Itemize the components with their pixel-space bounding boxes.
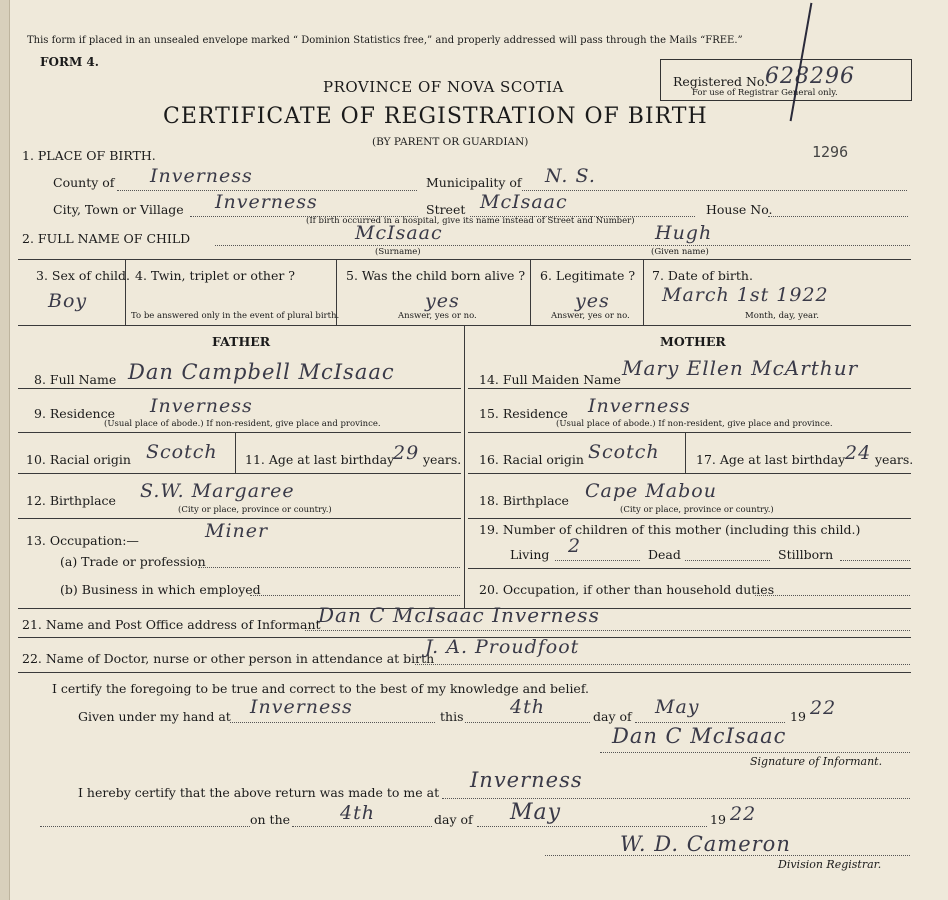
province-heading: PROVINCE OF NOVA SCOTIA — [323, 78, 564, 96]
registrar-month: May — [510, 800, 562, 825]
city-value: Inverness — [215, 191, 318, 213]
municipality-value: N. S. — [545, 165, 596, 187]
birth-date-label: 7. Date of birth. — [652, 268, 753, 283]
occupation-label: 13. Occupation:— — [26, 533, 139, 548]
father-name: Dan Campbell McIsaac — [128, 360, 395, 384]
registered-label: Registered No. — [673, 74, 769, 89]
father-racial-origin: Scotch — [146, 441, 218, 463]
house-number-label: House No. — [706, 202, 773, 217]
registrar-year-prefix: 19 — [710, 812, 726, 827]
business-label: (b) Business in which employed — [60, 582, 261, 597]
mother-heading: MOTHER — [660, 334, 726, 349]
mother-birthplace-note: (City or place, province or country.) — [620, 505, 774, 515]
father-birthplace: S.W. Margaree — [140, 480, 295, 502]
mother-age-label: 17. Age at last birthday — [696, 452, 846, 467]
form-number: FORM 4. — [40, 55, 99, 69]
given-under-label: Given under my hand at — [78, 709, 231, 724]
mother-residence: Inverness — [588, 395, 691, 417]
father-heading: FATHER — [212, 334, 271, 349]
father-name-label: 8. Full Name — [34, 372, 117, 387]
registrar-place: Inverness — [470, 768, 583, 792]
given-name-note: (Given name) — [651, 247, 709, 257]
certificate-subtitle: (BY PARENT OR GUARDIAN) — [372, 136, 529, 148]
father-residence: Inverness — [150, 395, 253, 417]
registrar-statement: I hereby certify that the above return was made to me at — [78, 785, 440, 800]
doctor-value: J. A. Proudfoot — [425, 636, 580, 658]
year-prefix: 19 — [790, 709, 806, 724]
birth-date-value: March 1st 1922 — [662, 284, 829, 306]
father-birthplace-note: (City or place, province or country.) — [178, 505, 332, 515]
informant-value: Dan C McIsaac Inverness — [318, 603, 600, 627]
registrar-signature: W. D. Cameron — [620, 832, 791, 856]
given-day: 4th — [510, 696, 545, 718]
born-alive-note: Answer, yes or no. — [398, 311, 477, 321]
county-label: County of — [53, 175, 115, 190]
mother-maiden-name: Mary Ellen McArthur — [622, 356, 859, 380]
municipality-label: Municipality of — [426, 175, 522, 190]
page-edge — [0, 0, 10, 900]
certify-statement: I certify the foregoing to be true and correct to the best of my knowledge and belief. — [52, 681, 589, 696]
twin-label: 4. Twin, triplet or other ? — [135, 268, 295, 283]
registrar-day: 4th — [340, 802, 375, 824]
city-label: City, Town or Village — [53, 202, 184, 217]
birth-date-note: Month, day, year. — [745, 311, 819, 321]
registrar-year: 22 — [730, 803, 757, 825]
stillborn-label: Stillborn — [778, 547, 834, 562]
stamped-number: 1296 — [812, 143, 849, 161]
street-label: Street — [426, 202, 466, 217]
legitimate-value: yes — [575, 290, 610, 312]
informant-signature: Dan C McIsaac — [612, 724, 787, 748]
column-divider — [464, 325, 465, 608]
registrar-day-of-label: day of — [434, 812, 473, 827]
street-value: McIsaac — [480, 191, 568, 213]
on-the-label: on the — [250, 812, 291, 827]
trade-label: (a) Trade or profession — [60, 554, 206, 569]
father-age-label: 11. Age at last birthday — [245, 452, 395, 467]
rule — [18, 259, 911, 260]
mother-years-label: years. — [875, 452, 914, 467]
given-place: Inverness — [250, 696, 353, 718]
born-alive-label: 5. Was the child born alive ? — [346, 268, 526, 283]
child-surname: McIsaac — [355, 222, 443, 244]
doctor-label: 22. Name of Doctor, nurse or other person in attendance at birth — [22, 651, 435, 666]
child-name-label: 2. FULL NAME OF CHILD — [22, 231, 191, 246]
legitimate-label: 6. Legitimate ? — [540, 268, 636, 283]
mother-birthplace: Cape Mabou — [585, 480, 717, 502]
father-age: 29 — [393, 442, 420, 464]
sex-value: Boy — [48, 290, 88, 312]
registered-number: 628296 — [765, 64, 855, 89]
dead-label: Dead — [648, 547, 681, 562]
child-given-name: Hugh — [655, 222, 713, 244]
mother-age: 24 — [845, 442, 872, 464]
father-residence-label: 9. Residence — [34, 406, 115, 421]
registrar-signature-label: Division Registrar. — [778, 858, 882, 871]
mother-birthplace-label: 18. Birthplace — [479, 493, 569, 508]
father-birthplace-label: 12. Birthplace — [26, 493, 116, 508]
county-value: Inverness — [150, 165, 253, 187]
sex-label: 3. Sex of child. — [36, 268, 131, 283]
day-of-label: day of — [593, 709, 632, 724]
place-of-birth-label: 1. PLACE OF BIRTH. — [22, 148, 156, 163]
living-label: Living — [510, 547, 550, 562]
informant-label: 21. Name and Post Office address of Informant — [22, 617, 321, 632]
father-years-label: years. — [423, 452, 462, 467]
mother-residence-label: 15. Residence — [479, 406, 568, 421]
mother-name-label: 14. Full Maiden Name — [479, 372, 621, 387]
father-racial-label: 10. Racial origin — [26, 452, 131, 467]
children-count-label: 19. Number of children of this mother (including this child.) — [479, 522, 861, 537]
living-count: 2 — [568, 535, 582, 557]
this-label: this — [440, 709, 464, 724]
legitimate-note: Answer, yes or no. — [551, 311, 630, 321]
father-occupation: Miner — [205, 520, 269, 542]
twin-note: To be answered only in the event of plural birth. — [131, 311, 340, 321]
informant-signature-label: Signature of Informant. — [750, 755, 883, 768]
given-month: May — [655, 696, 700, 718]
mother-residence-note: (Usual place of abode.) If non-resident, give place and province. — [556, 419, 833, 429]
surname-note: (Surname) — [375, 247, 421, 257]
mother-racial-label: 16. Racial origin — [479, 452, 584, 467]
certificate-title: CERTIFICATE OF REGISTRATION OF BIRTH — [163, 104, 708, 129]
father-residence-note: (Usual place of abode.) If non-resident, give place and province. — [104, 419, 381, 429]
registered-note: For use of Registrar General only. — [692, 88, 838, 98]
born-alive-value: yes — [425, 290, 460, 312]
hospital-note: (If birth occurred in a hospital, give its name instead of Street and Number) — [306, 216, 635, 226]
given-year: 22 — [810, 697, 837, 719]
mother-racial-origin: Scotch — [588, 441, 660, 463]
mother-occupation-label: 20. Occupation, if other than household duties — [479, 582, 775, 597]
mail-notice: This form if placed in an unsealed envelope marked “ Dominion Statistics free,” and properly addressed will pass through the Mails “FREE.” — [27, 35, 743, 46]
